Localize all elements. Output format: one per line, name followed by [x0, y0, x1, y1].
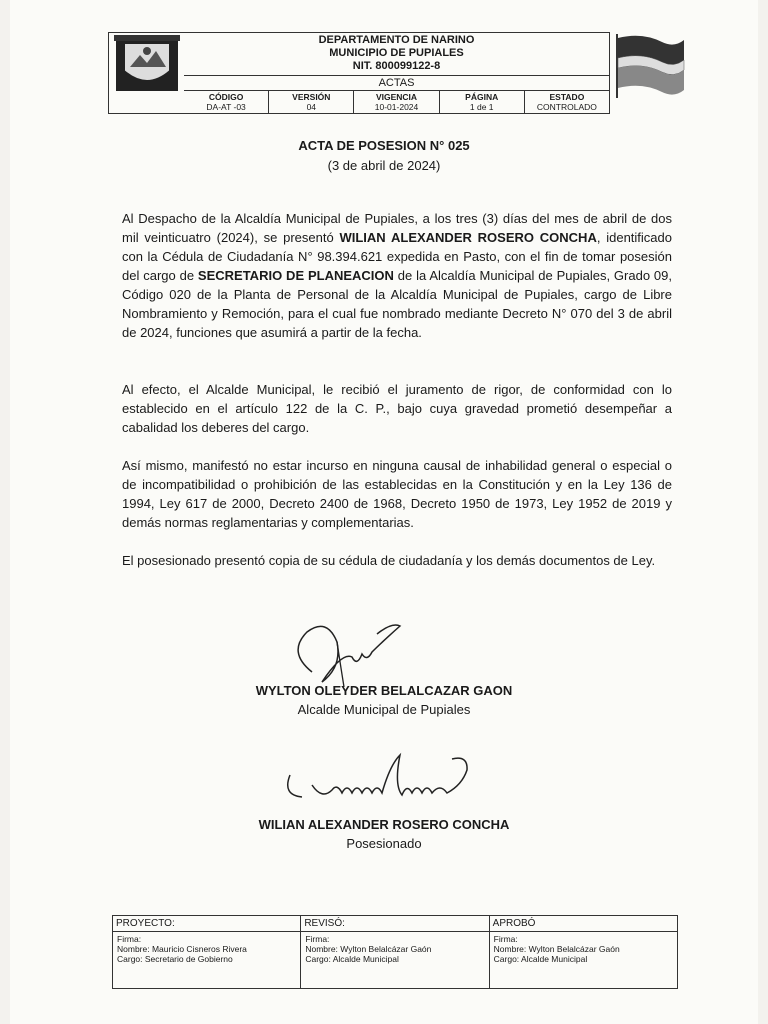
- approval-aprobo: APROBÓ Firma: Nombre: Wylton Belalcázar Gaón Cargo: Alcalde Municipal: [489, 916, 677, 988]
- mayor-name: WYLTON OLEYDER BELALCAZAR GAON: [255, 683, 513, 698]
- appointee-signature-icon: [282, 745, 482, 815]
- appointee-role: Posesionado: [346, 836, 422, 851]
- paragraph-2: Al efecto, el Alcalde Municipal, le recibió el juramento de rigor, de conformidad con lo establecido en el artículo 122 de la C. P., bajo cuya gravedad prometió desempeñar a cabalidad los deberes del cargo.: [122, 382, 672, 435]
- header-nit: NIT. 800099122-8: [352, 60, 441, 72]
- field-estado: ESTADO CONTROLADO: [524, 91, 609, 113]
- coat-of-arms-icon: [110, 33, 185, 95]
- approval-reviso: REVISÓ: Firma: Nombre: Wylton Belalcázar Gaón Cargo: Alcalde Municipal: [300, 916, 488, 988]
- header-municipality: MUNICIPIO DE PUPIALES: [329, 47, 464, 59]
- approval-proyecto: PROYECTO: Firma: Nombre: Mauricio Cisneros Rivera Cargo: Secretario de Gobierno: [113, 916, 300, 988]
- appointee-name: WILIAN ALEXANDER ROSERO CONCHA: [339, 230, 597, 245]
- paragraph-1: Al Despacho de la Alcaldía Municipal de Pupiales, a los tres (3) días del mes de abril de dos mil veinticuatro (2024), se presentó WILIAN ALEXANDER ROSERO CONCHA, identificado con la Cédula de Ciudadanía N° 98.394.621 expedida en Pasto, con el fin de tomar posesión del cargo de SECRETARIO DE PLANEACION de la Alcaldía Municipal de Pupiales, Grado 09, Código 020 de la Planta de Personal de la Alcaldía Municipal de Pupiales, cargo de Libre Nombramiento y Remoción, para el cual fue nombrado mediante Decreto N° 070 del 3 de abril de 2024, funciones que asumirá a partir de la fecha.: [122, 211, 673, 340]
- field-codigo: CÓDIGO DA-AT -03: [206, 92, 246, 112]
- mayor-signature-icon: [282, 612, 412, 692]
- document-date: (3 de abril de 2024): [327, 158, 441, 173]
- mayor-role: Alcalde Municipal de Pupiales: [297, 702, 471, 717]
- header-fields: [184, 90, 609, 113]
- paragraph-3: Así mismo, manifestó no estar incurso en ninguna causal de inhabilidad general o especial o de incompatibilidad o prohibición de las establecidas en la Constitución y en la Ley 136 de 1994, Ley 617 de 2000, Decreto 2400 de 1968, Decreto 1950 de 1973, Ley 1952 de 2019 y demás normas reglamentarias y complementarias.: [122, 458, 672, 530]
- field-version: VERSIÓN 04: [268, 91, 353, 113]
- document-title: ACTA DE POSESION N° 025: [298, 138, 470, 153]
- paragraph-4: El posesionado presentó copia de su cédula de ciudadanía y los demás documentos de Ley.: [122, 553, 656, 568]
- field-vigencia: VIGENCIA 10-01-2024: [353, 91, 438, 113]
- post-name: SECRETARIO DE PLANEACION: [197, 268, 394, 283]
- field-pagina: PÁGINA 1 de 1: [439, 91, 524, 113]
- flag-icon: [612, 32, 686, 98]
- header-department: DEPARTAMENTO DE NARINO: [318, 34, 475, 46]
- header-doc-type: ACTAS: [184, 75, 609, 90]
- appointee-signature-name: WILIAN ALEXANDER ROSERO CONCHA: [258, 817, 510, 832]
- approval-table: [112, 915, 678, 989]
